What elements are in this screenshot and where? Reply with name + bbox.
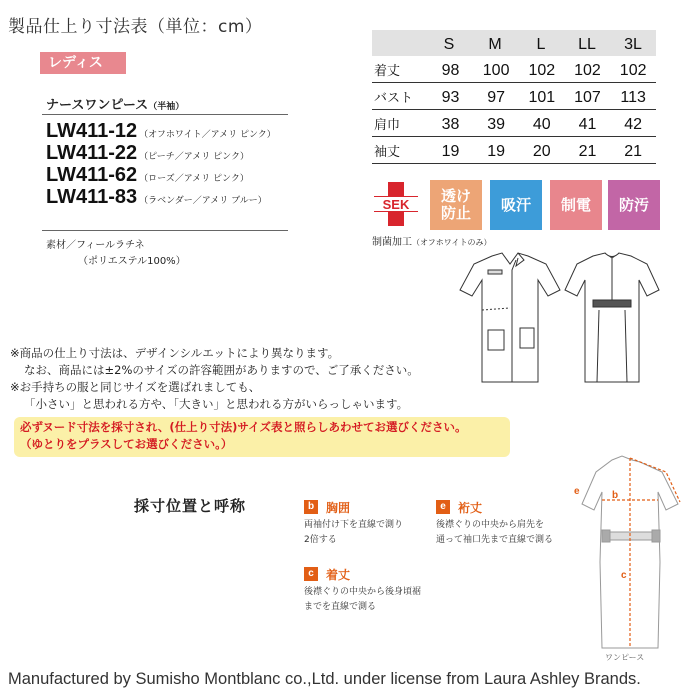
model-list [46,120,276,208]
table-cell: 21 [624,143,643,160]
model-code: LW411-22 [46,142,138,164]
model-code: LW411-62 [46,164,138,186]
diagram-letter-e: e [574,486,580,497]
measure-name-chest: 胸囲 [326,501,351,515]
measure-desc-line: 両袖付け下を直線で測り [304,520,404,530]
table-cell: 102 [619,62,647,79]
table-row [372,110,656,137]
table-row [372,137,656,164]
product-name [46,94,184,113]
table-cell: 102 [574,62,601,79]
divider [42,230,288,231]
measure-name-length: 着丈 [326,568,351,582]
notes [10,345,419,413]
table-row [372,83,656,110]
sek-caption-note: （オフホワイトのみ） [412,238,492,247]
model-code: LW411-83 [46,186,138,208]
garment-back-illustration [563,250,661,385]
table-cell: 19 [441,143,460,160]
measure-desc-chest [304,518,403,548]
row-label: 着丈 [374,64,401,79]
size-header: L [536,36,546,53]
badge-line: 防止 [440,204,471,222]
model-color: （ラベンダー／アメリ ブルー） [139,196,267,206]
table-cell: 41 [578,116,597,133]
size-header: S [443,36,455,53]
table-cell: 38 [441,116,460,133]
measure-desc-line: 2倍する [304,535,337,545]
feature-badge-stain-resistant: 防汚 [608,180,660,230]
measure-desc-line: 後襟ぐりの中央から後身頃裾 [304,587,422,597]
feature-badge-sweat-absorbent: 吸汗 [490,180,542,230]
product-name-text: ナースワンピース [46,98,149,113]
row-label: バスト [374,91,414,106]
table-cell: 21 [578,143,597,160]
feature-badge-antistatic: 制電 [550,180,602,230]
badge-line: 透け [440,187,471,205]
model-color: （ローズ／アメリ ピンク） [139,174,249,184]
diagram-letter-b: b [612,490,619,501]
measure-name-sleeve-length: 裄丈 [458,501,483,515]
table-cell: 107 [574,89,601,106]
model-color: （オフホワイト／アメリ ピンク） [139,130,276,140]
table-cell: 40 [532,116,551,133]
measure-desc-line: 後襟ぐりの中央から肩先を [436,520,545,530]
highlight-line: 必ずヌード寸法を採寸され、(仕上り寸法)サイズ表と照らしあわせてお選びください。 [20,420,467,434]
divider [42,114,288,115]
size-table-header [372,30,656,56]
measure-desc-line: 通って袖口先まで直線で測る [436,535,554,545]
table-cell: 102 [528,62,556,79]
measure-letter-badge: c [304,567,318,581]
model-code: LW411-12 [46,120,138,142]
feature-badge-see-through-prevention [430,180,482,230]
size-header: 3L [624,36,642,53]
garment-front-illustration [458,250,562,385]
model-row [46,142,276,164]
row-label: 袖丈 [374,145,401,160]
table-cell: 39 [487,116,506,133]
model-color: （ピーチ／アメリ ピンク） [139,152,249,162]
table-cell: 98 [441,62,460,79]
sek-caption [372,233,492,248]
size-header: M [488,36,502,53]
page-title: 製品仕上り寸法表（単位：cm） [8,17,263,37]
highlight-line: （ゆとりをプラスしてお選びください。） [20,437,233,451]
measure-desc-length [304,585,421,615]
table-cell: 42 [624,116,643,133]
sek-logo [372,180,420,228]
measure-diagram [566,452,690,652]
footer-credit: Manufactured by Sumisho Montblanc co.,Ltd. under license from Laura Ashley Brands. [8,670,641,688]
note-line: ※商品の仕上り寸法は、デザインシルエットにより異なります。 [10,346,340,360]
sek-logo-text: SEK [382,197,410,212]
measure-letter-badge: e [436,500,450,514]
row-label: 肩巾 [374,118,401,133]
table-cell: 19 [487,143,506,160]
table-cell: 93 [441,89,460,106]
category-tag: レディス [40,52,126,74]
size-header: LL [578,36,596,53]
measure-letter-badge: b [304,500,318,514]
size-table [372,30,656,164]
table-cell: 101 [528,89,556,106]
material-label: 素材／フィールラチネ [46,240,145,251]
table-cell: 97 [487,89,506,106]
table-cell: 20 [532,143,551,160]
table-cell: 113 [620,89,646,106]
table-row [372,56,656,83]
model-row [46,120,276,142]
model-row [46,186,276,208]
note-line: ※お手持ちの服と同じサイズを選ばれましても、 [10,380,261,394]
highlight-notice [20,419,466,453]
measure-title: 採寸位置と呼称 [134,497,247,515]
diagram-letter-c: c [621,570,627,581]
model-row [46,164,276,186]
table-cell: 100 [482,62,510,79]
measure-desc-line: までを直線で測る [304,602,377,612]
measure-desc-sleeve-length [436,518,553,548]
product-sleeve: （半袖） [148,102,185,112]
sek-caption-text: 制菌加工 [372,237,412,248]
diagram-label: ワンピース [605,653,645,662]
note-line: なお、商品には±2%のサイズの許容範囲がありますので、ご了承ください。 [24,363,419,377]
note-line: 「小さい」と思われる方や、「大きい」と思われる方がいらっしゃいます。 [24,397,409,411]
material-value: （ポリエステル100%） [78,256,186,267]
